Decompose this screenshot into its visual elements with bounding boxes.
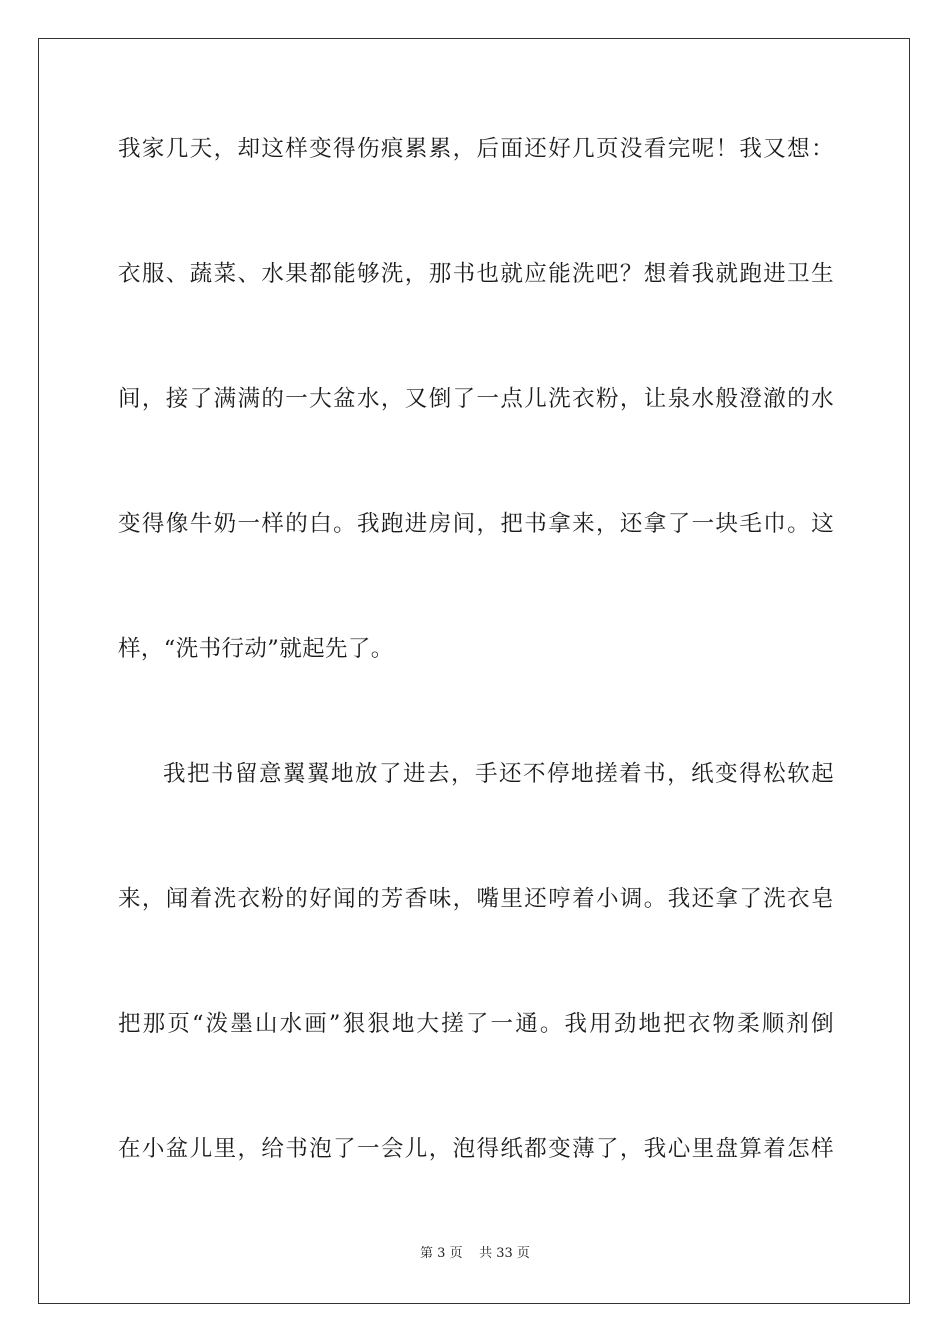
- page-border: [38, 38, 910, 1304]
- page-footer: [0, 1245, 950, 1263]
- page-number: 第 3 页: [420, 1246, 463, 1261]
- text-line-9: 在小盆儿里，给书泡了一会儿，泡得纸都变薄了，我心里盘算着怎样: [118, 1136, 834, 1162]
- text-line-3: 间，接了满满的一大盆水，又倒了一点儿洗衣粉，让泉水般澄澈的水: [118, 386, 834, 412]
- text-line-6: 我把书留意翼翼地放了进去，手还不停地搓着书，纸变得松软起: [163, 761, 834, 787]
- text-line-5: 样，“洗书行动”就起先了。: [118, 636, 394, 662]
- text-line-8: 把那页“泼墨山水画”狠狠地大搓了一通。我用劲地把衣物柔顺剂倒: [118, 1011, 834, 1037]
- text-line-2: 衣服、蔬菜、水果都能够洗，那书也就应能洗吧？想着我就跑进卫生: [118, 261, 834, 287]
- page-total: 共 33 页: [479, 1246, 530, 1261]
- text-line-7: 来，闻着洗衣粉的好闻的芳香味，嘴里还哼着小调。我还拿了洗衣皂: [118, 886, 834, 912]
- text-line-1: 我家几天，却这样变得伤痕累累，后面还好几页没看完呢！我又想：: [118, 136, 834, 162]
- text-line-4: 变得像牛奶一样的白。我跑进房间，把书拿来，还拿了一块毛巾。这: [118, 511, 834, 537]
